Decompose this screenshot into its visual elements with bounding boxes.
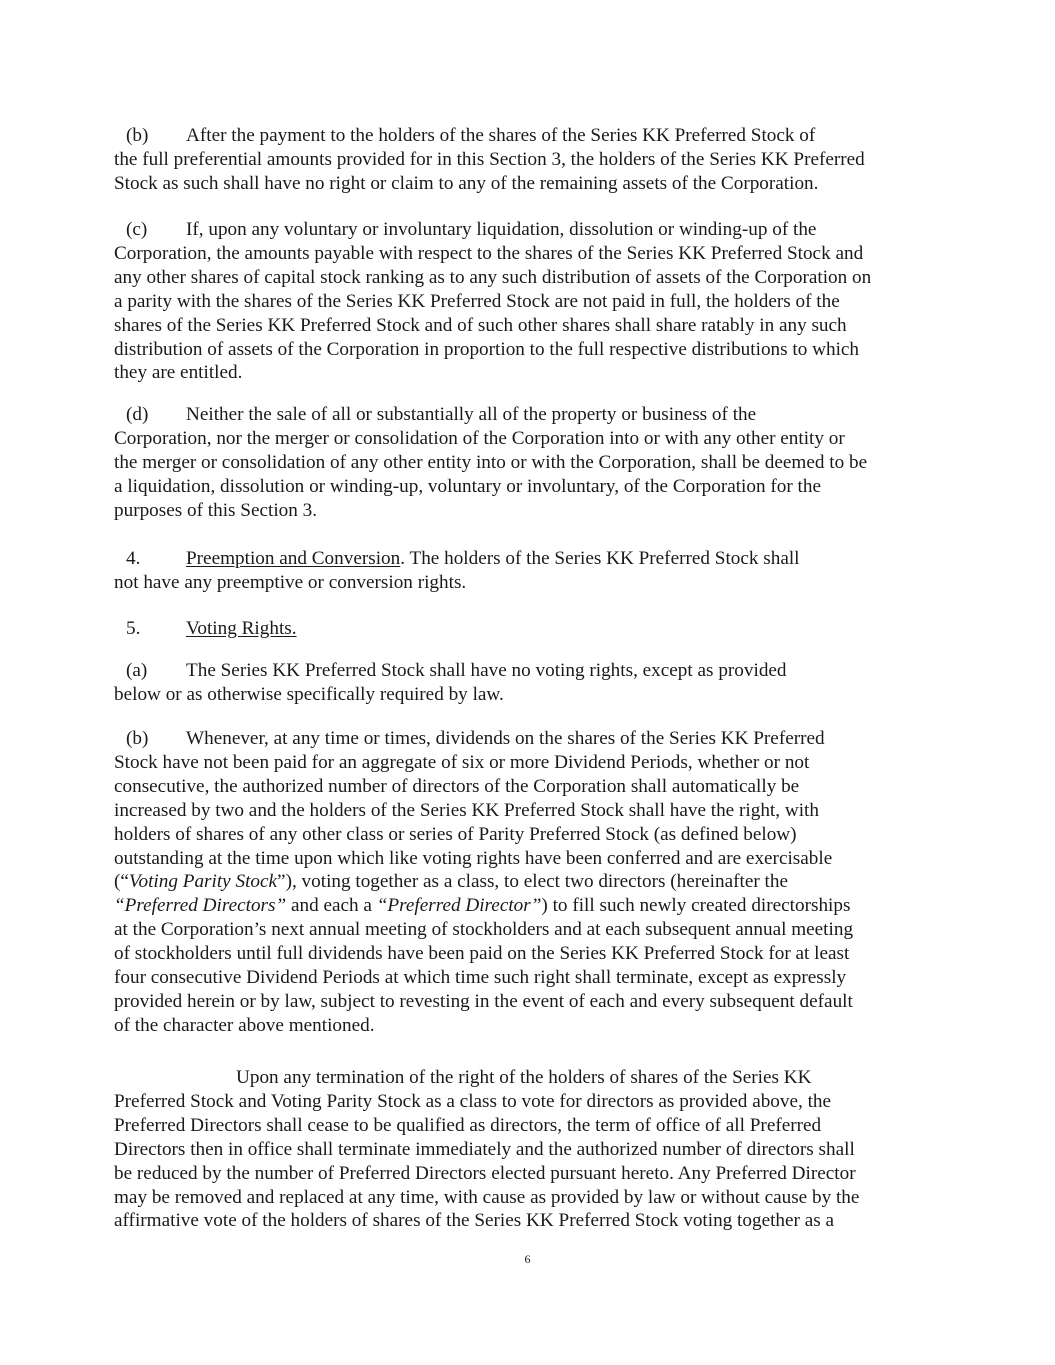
- page-number: 6: [524, 1252, 531, 1266]
- paragraph-label: (a): [126, 660, 148, 681]
- defined-term: “Preferred Directors”: [114, 895, 287, 917]
- paragraph-3b: (b) After the payment to the holders of the shares of the Series KK Preferred Stock of the full preferential amounts provided for in this Section 3, the holders of the Series KK Preferred Stock as such shall have no right or claim to any of the remaining assets of the Corporation.: [114, 125, 865, 194]
- paragraph-label: (b): [126, 728, 149, 749]
- defined-term: Voting Parity Stock: [128, 871, 278, 893]
- paragraph-termination: Upon any termination of the right of the holders of shares of the Series KK Preferred Stock and Voting Parity Stock as a class to vote for directors as provided above, the Preferred Directors shall cease to be qualified as directors, the term of office of all Preferred Directors then in office shall terminate immediately and the authorized number of directors shall be reduced by the number of Preferred Directors elected pursuant hereto. Any Preferred Director may be removed and replaced at any time, with cause as provided by law or without cause by the affirmative vote of the holders of shares of the Series KK Preferred Stock voting together as a: [114, 1067, 860, 1232]
- section-4-preemption: 4. Preemption and Conversion. The holders of the Series KK Preferred Stock shall not have any preemptive or conversion rights.: [114, 548, 800, 593]
- paragraph-label: (c): [126, 219, 148, 240]
- defined-term: “Preferred Director”: [376, 895, 542, 917]
- section-number: 4.: [126, 548, 141, 569]
- paragraph-5b: (b) Whenever, at any time or times, dividends on the shares of the Series KK Preferred Stock have not been paid for an aggregate of six or more Dividend Periods, whether or not consecutive, the authorized number of directors of the Corporation shall automatically be increased by two and the holders of the Series KK Preferred Stock shall have the right, with holders of shares of any other class or series of Parity Preferred Stock (as defined below) outstanding at the time upon which like voting rights have been conferred and are exercisable (“Voting Parity Stock”), voting together as a class, to elect two directors (hereinafter the “Preferred Directors” and each a “Preferred Director”) to fill such newly created directorships at the Corporation’s next annual meeting of stockholders and at each subsequent annual meeting of stockholders until full dividends have been paid on the Series KK Preferred Stock for at least four consecutive Dividend Periods at which time such right shall terminate, except as expressly provided herein or by law, subject to revesting in the event of each and every subsequent default of the character above mentioned.: [114, 728, 854, 1036]
- section-number: 5.: [126, 618, 141, 639]
- section-5-voting-rights: [114, 617, 297, 641]
- paragraph-5a: (a) The Series KK Preferred Stock shall have no voting rights, except as provided below or as otherwise specifically required by law.: [114, 660, 787, 705]
- paragraph-3d: (d) Neither the sale of all or substantially all of the property or business of the Corporation, nor the merger or consolidation of the Corporation into or with any other entity or the merger or consolidation of any other entity into or with the Corporation, shall be deemed to be a liquidation, dissolution or winding-up, voluntary or involuntary, of the Corporation for the purposes of this Section 3.: [114, 404, 868, 521]
- paragraph-label: (b): [126, 125, 149, 146]
- section-heading: Preemption and Conversion: [186, 548, 401, 569]
- paragraph-3c: (c) If, upon any voluntary or involuntary liquidation, dissolution or winding-up of the Corporation, the amounts payable with respect to the shares of the Series KK Preferred Stock and any other shares of capital stock ranking as to any such distribution of assets of the Corporation on a parity with the shares of the Series KK Preferred Stock are not paid in full, the holders of the shares of the Series KK Preferred Stock and of such other shares shall share ratably in any such distribution of assets of the Corporation in proportion to the full respective distributions to which they are entitled.: [114, 219, 872, 384]
- section-heading: Voting Rights.: [186, 618, 297, 639]
- paragraph-label: (d): [126, 404, 149, 425]
